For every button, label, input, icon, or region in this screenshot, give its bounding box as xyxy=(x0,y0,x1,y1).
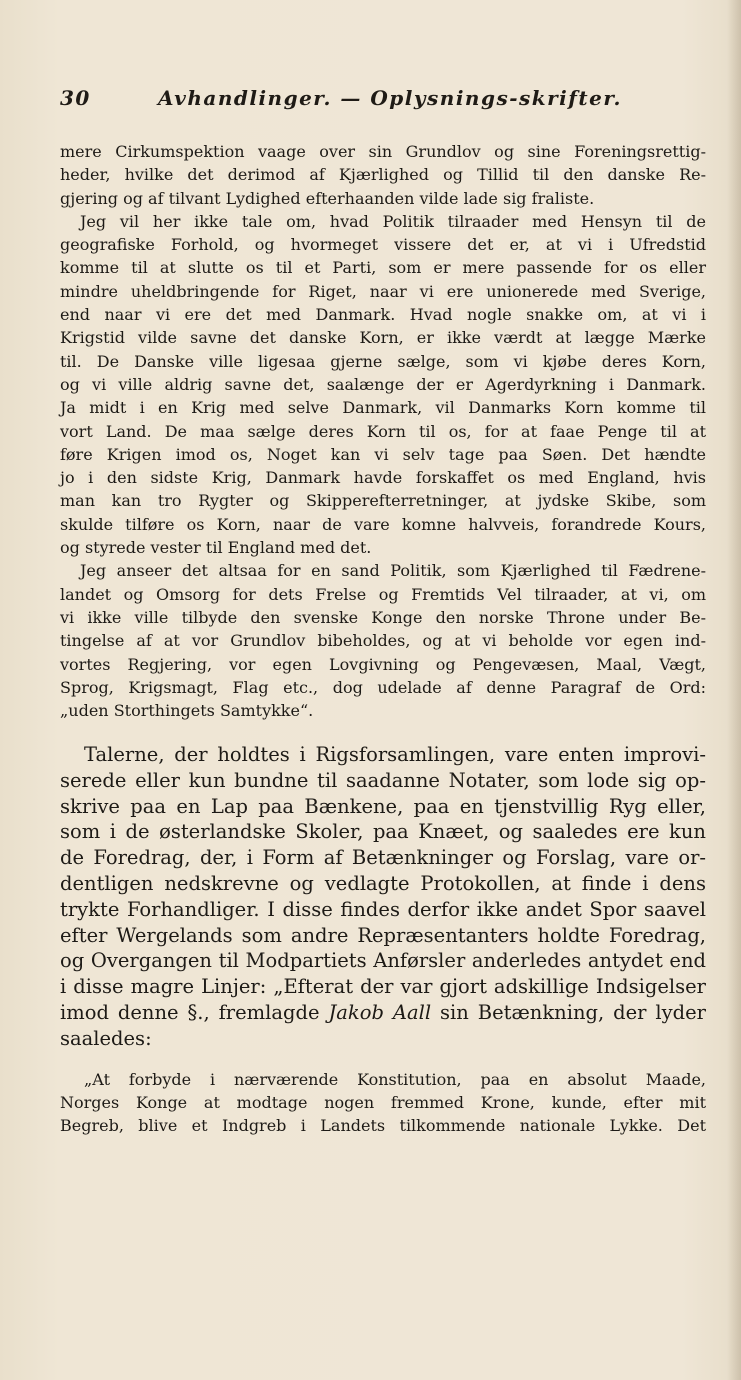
text-line: efter Wergelands som andre Repræsentanters holdte Foredrag, xyxy=(60,923,706,947)
text-line: landet og Omsorg for dets Frelse og Fremtids Vel tilraader, at vi, om xyxy=(60,584,706,604)
text-line: Jeg anseer det altsaa for en sand Politik, som Kjærlighed til Fædrene- xyxy=(80,561,706,581)
text-line: mindre uheldbringende for Riget, naar vi ere unionerede med Sverige, xyxy=(60,281,706,301)
text-line: og styrede vester til England med det. xyxy=(60,538,372,558)
text-line: skrive paa en Lap paa Bænkene, paa en tjenstvillig Ryg eller, xyxy=(60,794,706,818)
text-line: dentligen nedskrevne og vedlagte Protokollen, at finde i dens xyxy=(60,871,706,895)
page-header xyxy=(60,86,680,116)
text-line: Sprog, Krigsmagt, Flag etc., dog udelade af denne Paragraf de Ord: xyxy=(60,677,706,697)
page-number: 30 xyxy=(60,86,91,110)
text-line: til. De Danske ville ligesaa gjerne sælge, som vi kjøbe deres Korn, xyxy=(60,351,706,371)
quoted-paragraph xyxy=(60,1068,706,1137)
text-line: saaledes: xyxy=(60,1026,152,1050)
text-line: Krigstid vilde savne det danske Korn, er ikke værdt at lægge Mærke xyxy=(60,328,706,348)
text-line: „uden Storthingets Samtykke“. xyxy=(60,701,314,721)
person-name: Jakob Aall xyxy=(328,1000,432,1024)
running-head: Avhandlinger. — Oplysnings-skrifter. xyxy=(158,86,622,110)
text-line: Jeg vil her ikke tale om, hvad Politik tilraader med Hensyn til de xyxy=(80,211,706,231)
text-line: man kan tro Rygter og Skipperefterretninger, at jydske Skibe, som xyxy=(60,491,706,511)
text-line: geografiske Forhold, og hvormeget vissere det er, at vi i Ufredstid xyxy=(60,235,706,255)
text-line: trykte Forhandliger. I disse findes derfor ikke andet Spor saavel xyxy=(60,897,706,921)
text-line: vi ikke ville tilbyde den svenske Konge den norske Throne under Be- xyxy=(60,607,706,627)
text-line-with-name xyxy=(60,1000,706,1026)
text-line: mere Cirkumspektion vaage over sin Grundlov og sine Foreningsrettig- xyxy=(60,142,706,161)
text-line: føre Krigen imod os, Noget kan vi selv tage paa Søen. Det hændte xyxy=(60,444,706,464)
text-line: som i de østerlandske Skoler, paa Knæet, og saaledes ere kun xyxy=(60,820,706,844)
text-line: Ja midt i en Krig med selve Danmark, vil Danmarks Korn komme til xyxy=(60,398,706,418)
text-line: serede eller kun bundne til saadanne Notater, som lode sig op- xyxy=(60,768,706,792)
text-line: Norges Konge at modtage nogen fremmed Krone, kunde, efter mit xyxy=(60,1093,706,1112)
text-line: i disse magre Linjer: „Efterat der var gjort adskillige Indsigelser xyxy=(60,975,706,999)
large-print-paragraph xyxy=(60,742,706,1052)
text-line: og vi ville aldrig savne det, saalænge der er Agerdyrkning i Danmark. xyxy=(60,374,706,394)
text-line: „At forbyde i nærværende Konstitution, paa en absolut Maade, xyxy=(84,1070,706,1089)
text-line: de Foredrag, der, i Form af Betænkninger og Forslag, vare or- xyxy=(60,846,706,870)
text-line: Begreb, blive et Indgreb i Landets tilkommende nationale Lykke. Det xyxy=(60,1116,706,1135)
text-line: vort Land. De maa sælge deres Korn til os, for at faae Penge til at xyxy=(60,421,706,441)
text-fragment: sin Betænkning, der lyder xyxy=(431,1000,706,1024)
text-line: vortes Regjering, vor egen Lovgivning og Pengevæsen, Maal, Vægt, xyxy=(60,654,706,674)
text-line: gjering og af tilvant Lydighed efterhaanden vilde lade sig fraliste. xyxy=(60,188,595,208)
text-line: end naar vi ere det med Danmark. Hvad nogle snakke om, at vi i xyxy=(60,305,706,325)
text-line: skulde tilføre os Korn, naar de vare komne halvveis, forandrede Kours, xyxy=(60,514,706,534)
text-line: Talerne, der holdtes i Rigsforsamlingen, vare enten improvi- xyxy=(84,743,706,766)
text-line: jo i den sidste Krig, Danmark havde forskaffet os med England, hvis xyxy=(60,468,706,488)
text-line: og Overgangen til Modpartiets Anførsler anderledes antydet end xyxy=(60,949,706,973)
text-line: tingelse af at vor Grundlov bibeholdes, og at vi beholde vor egen ind- xyxy=(60,631,706,651)
page-edge-shadow xyxy=(727,0,741,1380)
text-fragment: imod denne §., fremlagde xyxy=(60,1000,329,1024)
text-line: heder, hvilke det derimod af Kjærlighed og Tillid til den danske Re- xyxy=(60,165,706,185)
small-print-block xyxy=(60,140,706,722)
text-line: komme til at slutte os til et Parti, som er mere passende for os eller xyxy=(60,258,706,278)
